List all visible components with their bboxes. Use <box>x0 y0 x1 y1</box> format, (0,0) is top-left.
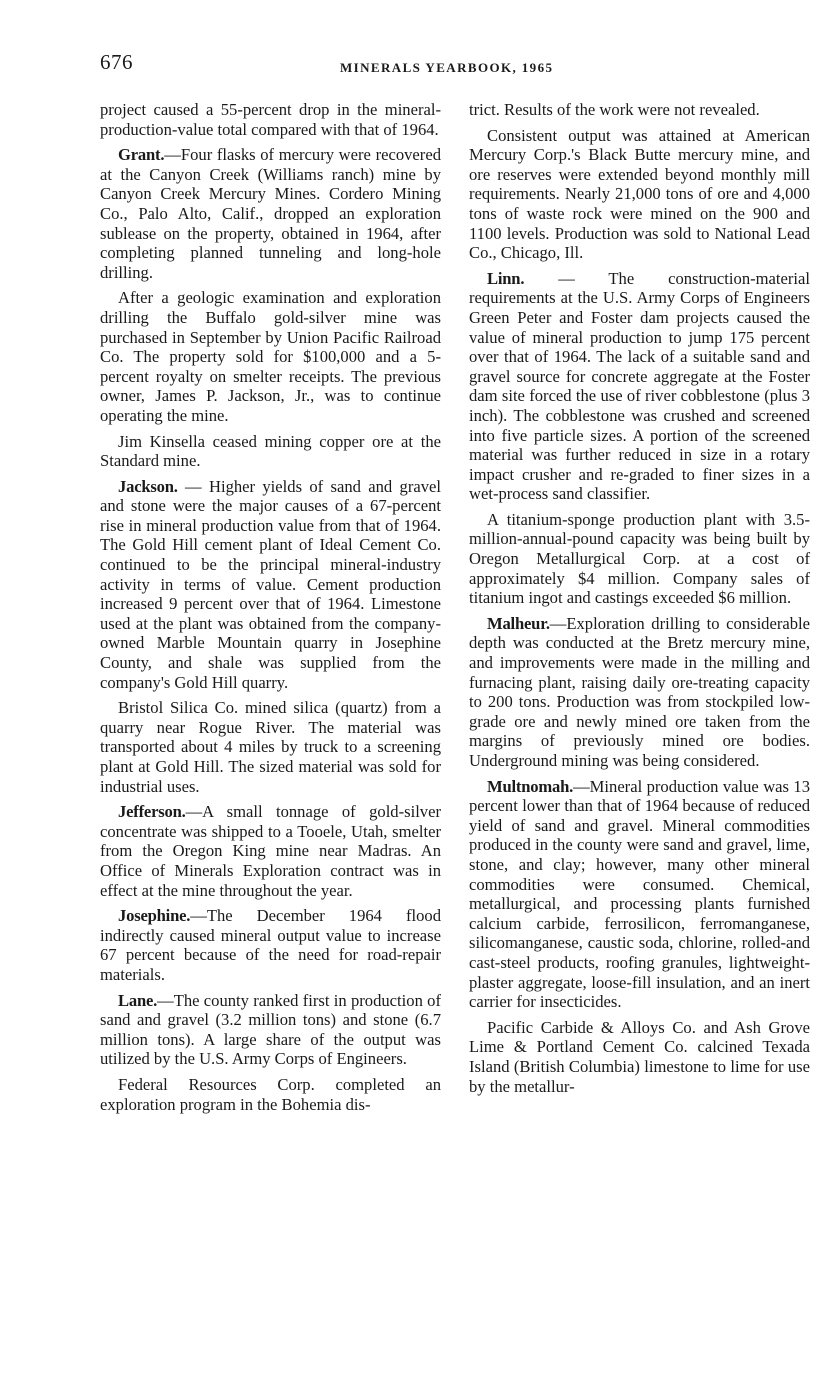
paragraph-heading: Malheur. <box>487 613 550 633</box>
right-column <box>469 100 810 1102</box>
paragraph-text: —A small tonnage of gold-silver concentrate was shipped to a Tooele, Utah, smelter from the Oregon King mine near Madras. An Office of Minerals Exploration contract was in effect at the mine throughout the year. <box>100 802 441 900</box>
paragraph <box>469 614 810 771</box>
paragraph-text: —Four flasks of mercury were recovered at the Canyon Creek (Williams ranch) mine by Canyon Creek Mercury Mines. Cordero Mining Co., Palo Alto, Calif., dropped an exploration sublease on the property, obtained in 1964, after completing planned tunneling and long-hole drilling. <box>100 145 441 282</box>
paragraph-heading: Jackson. <box>118 476 178 496</box>
paragraph <box>469 510 810 608</box>
left-column <box>100 100 441 1120</box>
paragraph-text: Pacific Carbide & Alloys Co. and Ash Grove Lime & Portland Cement Co. calcined Texada Island (British Columbia) limestone to lime for use by the metallur- <box>469 1017 810 1096</box>
paragraph-text: —Mineral production value was 13 percent lower than that of 1964 because of reduced yield of sand and gravel. Mineral commodities produced in the county were sand and gravel, lime, stone, and clay; however, many other mineral commodities were consumed. Chemical, metallurgical, and processing plants furnished calcium carbide, ferrosilicon, ferromanganese, silicomanganese, caustic soda, chlorine, rolled-and cast-steel products, roofing granules, lightweight-plaster aggregate, loose-fill insulation, and an inert carrier for insecticides. <box>469 776 810 1012</box>
paragraph-text: Federal Resources Corp. completed an exploration program in the Bohemia dis- <box>100 1074 441 1114</box>
running-title: MINERALS YEARBOOK, 1965 <box>340 60 554 75</box>
paragraph-text: —The county ranked first in production of sand and gravel (3.2 million tons) and stone (6.7 million tons). A large share of the output was utilized by the U.S. Army Corps of Engineers. <box>100 990 441 1069</box>
paragraph-text: A titanium-sponge production plant with 3.5-million-annual-pound capacity was being built by Oregon Metallurgical Corp. at a cost of approximately $4 million. Company sales of titanium ingot and castings exceeded $6 million. <box>469 509 810 608</box>
page-number: 676 <box>100 50 133 74</box>
paragraph <box>469 1018 810 1096</box>
paragraph-text: project caused a 55-percent drop in the mineral-production-value total compared with that of 1964. <box>100 100 441 139</box>
paragraph-heading: Grant. <box>118 145 165 165</box>
paragraph-text: —The December 1964 flood indirectly caused mineral output value to increase 67 percent because of the need for road-repair materials. <box>100 906 441 984</box>
paragraph <box>100 100 441 139</box>
paragraph <box>100 802 441 900</box>
paragraph <box>100 991 441 1069</box>
paragraph <box>100 1075 441 1114</box>
paragraph <box>100 145 441 282</box>
paragraph-text: — Higher yields of sand and gravel and stone were the major causes of a 67-percent rise in mineral production value from that of 1964. The Gold Hill cement plant of Ideal Cement Co. continued to be the principal mineral-industry activity in terms of value. Cement production increased 9 percent over that of 1964. Limestone used at the plant was obtained from the company-owned Marble Mountain quarry in Josephine County, and shale was supplied from the company's Gold Hill quarry. <box>100 476 441 692</box>
paragraph-heading: Multnomah. <box>487 776 574 796</box>
paragraph-text: Jim Kinsella ceased mining copper ore at the Standard mine. <box>100 431 441 471</box>
paragraph <box>100 477 441 693</box>
paragraph-text: — The construction-material requirements at the U.S. Army Corps of Engineers Green Peter and Foster dam projects caused the value of mineral production to jump 175 percent over that of 1964. The lack of a suitable sand and gravel source for concrete aggregate at the Foster dam site forced the use of river cobblestone (plus 3 inch). The cobblestone was crushed and screened into five particle sizes. A portion of the screened material was further reduced in size in a rotary impact crusher and re-graded to finer sizes in a wet-process sand classifier. <box>469 268 810 504</box>
paragraph-text: After a geologic examination and exploration drilling the Buffalo gold-silver mine was purchased in September by Union Pacific Railroad Co. The property sold for $100,000 and a 5-percent royalty on smelter receipts. The previous owner, James P. Jackson, Jr., was to continue operating the mine. <box>100 288 441 425</box>
paragraph <box>469 100 810 120</box>
paragraph <box>469 269 810 504</box>
paragraph <box>469 126 810 263</box>
paragraph <box>469 777 810 1012</box>
paragraph-text: —Exploration drilling to considerable depth was conducted at the Bretz mercury mine, and improvements were made in the milling and furnacing plant, raising daily ore-treating capacity to 200 tons. Production was from stockpiled low-grade ore and newly mined ore taken from the margins of previously mined ore bodies. Underground mining was being considered. <box>469 613 810 770</box>
paragraph <box>100 906 441 984</box>
paragraph <box>100 288 441 425</box>
paragraph-heading: Linn. <box>487 268 525 288</box>
paragraph-heading: Josephine. <box>118 906 191 926</box>
paragraph <box>100 432 441 471</box>
paragraph-text: trict. Results of the work were not revealed. <box>469 100 760 119</box>
paragraph-heading: Lane. <box>118 990 158 1010</box>
paragraph-heading: Jefferson. <box>118 802 186 822</box>
paragraph <box>100 698 441 796</box>
paragraph-text: Bristol Silica Co. mined silica (quartz) from a quarry near Rogue River. The material was transported about 4 miles by truck to a screening plant at Gold Hill. The sized material was sold for industrial uses. <box>100 698 441 796</box>
paragraph-text: Consistent output was attained at American Mercury Corp.'s Black Butte mercury mine, and ore reserves were extended beyond monthly mill requirements. Nearly 21,000 tons of ore and 4,000 tons of waste rock were mined on the 900 and 1100 levels. Production was sold to National Lead Co., Chicago, Ill. <box>469 125 810 263</box>
